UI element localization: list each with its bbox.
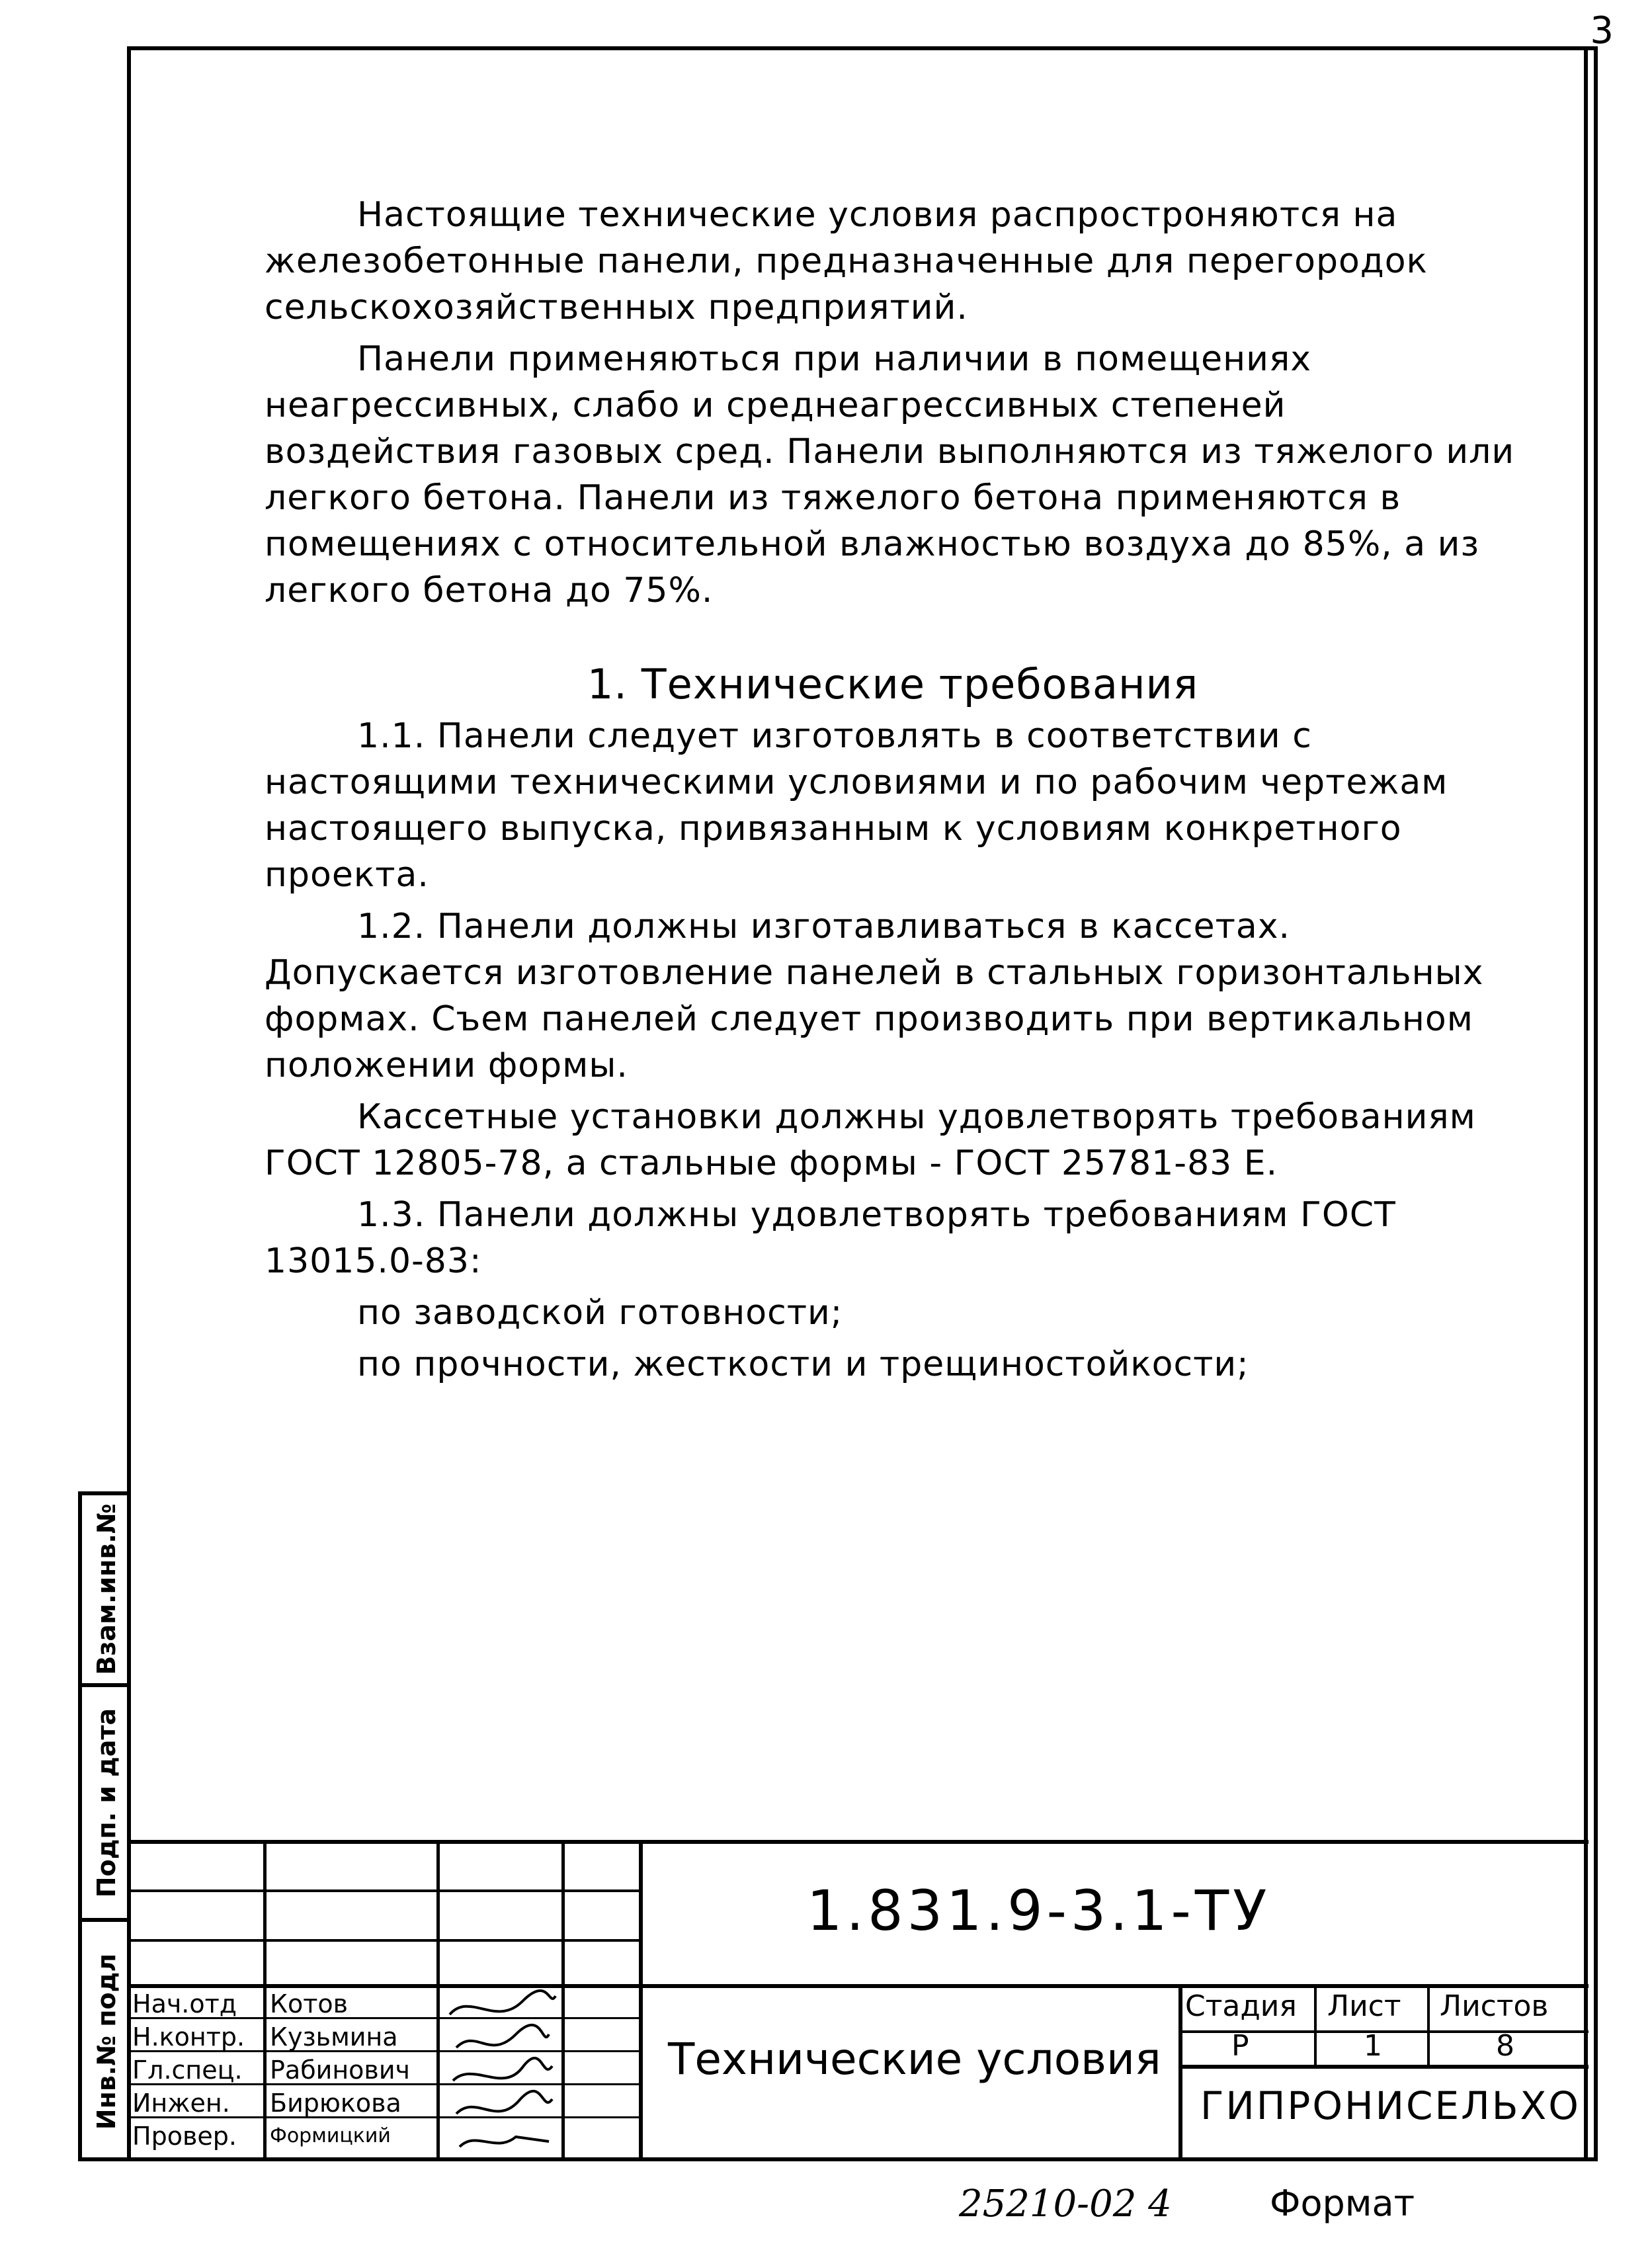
footer-code: 25210-02 4 [959, 2182, 1172, 2225]
sheet-value: 1 [1364, 2029, 1382, 2063]
side-cell-inv-orig [82, 1922, 131, 2161]
role-label: Гл.спец. [132, 2055, 243, 2085]
stage-header: Стадия [1185, 1989, 1297, 2023]
clause-1-2: 1.2. Панели должны изготавливаться в кассетах. Допускается изготовление панелей в стальных горизонтальных формах. Съем панелей следует производить при вертикальном положении формы. [265, 907, 1484, 1085]
person-name: Формицкий [270, 2124, 391, 2147]
side-cell-sign-date [82, 1687, 131, 1922]
signatures [443, 1988, 561, 2160]
intro-paragraph-1: Настоящие технические условия распростроняются на железобетонные панели, предназначенные для перегородок сельскохозяйственных предприятий. [265, 195, 1428, 327]
role-label: Провер. [132, 2122, 237, 2151]
sheets-value: 8 [1496, 2029, 1514, 2063]
document-designation: 1.831.9-3.1-ТУ [807, 1878, 1271, 1943]
side-label: Взам.инв.№ [92, 1503, 121, 1675]
list-item: по прочности, жесткости и трещиностойкости; [357, 1345, 1249, 1384]
side-cell-replace-inv [82, 1495, 131, 1687]
organization-name: ГИПРОНИСЕЛЬХО [1200, 2083, 1581, 2128]
side-strip [78, 1491, 131, 2161]
role-label: Н.контр. [132, 2022, 245, 2052]
clause-1-3: 1.3. Панели должны удовлетворять требованиям ГОСТ 13015.0-83: [265, 1195, 1396, 1281]
role-label: Нач.отд [132, 1989, 237, 2018]
side-label: Инв.№ подл [92, 1953, 121, 2130]
clause-1-1: 1.1. Панели следует изготовлять в соответствии с настоящими техническими условиями и по рабочим чертежам настоящего выпуска, привязанным к условиям конкретного проекта. [265, 716, 1448, 895]
role-label: Инжен. [132, 2089, 230, 2118]
person-name: Кузьмина [270, 2022, 398, 2052]
clause-cassette: Кассетные установки должны удовлетворять требованиям ГОСТ 12805-78, а стальные формы - ГОСТ 25781-83 Е. [265, 1097, 1476, 1183]
section-heading: 1. Технические требования [587, 660, 1199, 708]
person-name: Рабинович [270, 2055, 410, 2085]
list-item: по заводской готовности; [357, 1293, 843, 1333]
sheet-header: Лист [1327, 1989, 1401, 2023]
footer-format: Формат [1270, 2182, 1415, 2224]
intro-paragraph-2: Панели применяються при наличии в помещениях неагрессивных, слабо и среднеагрессивных степеней воздействия газовых сред. Панели выполняются из тяжелого или легкого бетона. Панели из тяжелого бетона применяются в помещениях с относительной влажностью воздуха до 85%, а из легкого бетона до 75%. [265, 339, 1515, 610]
stage-value: Р [1231, 2029, 1249, 2063]
document-body [265, 192, 1521, 1388]
person-name: Бирюкова [270, 2089, 401, 2118]
side-label: Подп. и дата [92, 1708, 121, 1897]
document-title: Технические условия [668, 2034, 1161, 2085]
sheets-header: Листов [1440, 1989, 1549, 2023]
person-name: Котов [270, 1989, 349, 2018]
page-number: 3 [1590, 9, 1614, 52]
